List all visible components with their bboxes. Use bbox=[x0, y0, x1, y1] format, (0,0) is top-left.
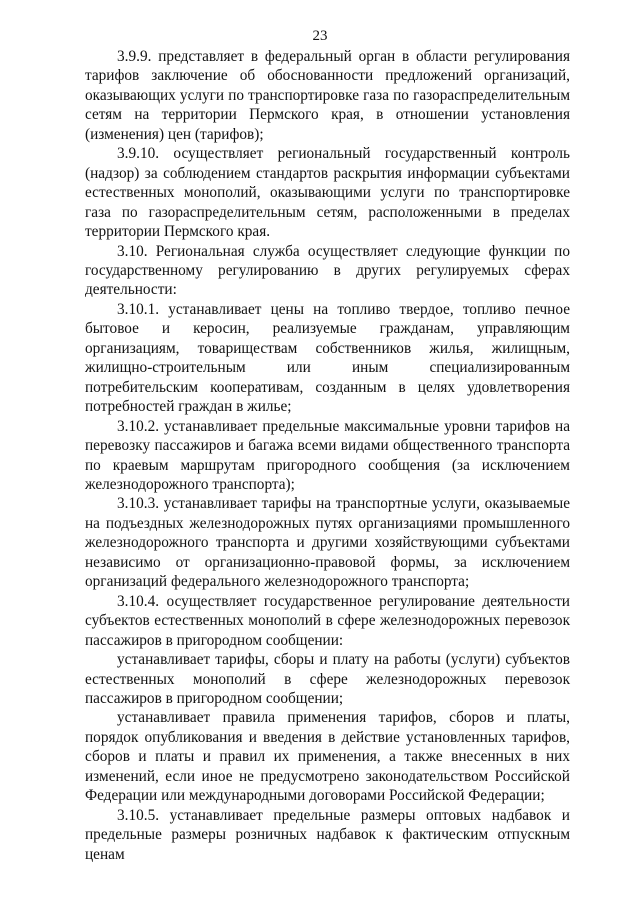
document-body bbox=[85, 47, 570, 864]
paragraph-3-10-5: 3.10.5. устанавливает предельные размеры оптовых надбавок и предельные размеры розничных надбавок к фактическим отпускным ценам bbox=[85, 806, 570, 863]
page-number: 23 bbox=[312, 28, 328, 44]
paragraph-3-10-1: 3.10.1. устанавливает цены на топливо твердое, топливо печное бытовое и керосин, реализуемые гражданам, управляющим организациям, товариществам собственников жилья, жилищным, жилищно-строительным или иным специализированным потребительским кооперативам, созданным в целях удовлетворения потребностей граждан в жилье; bbox=[85, 300, 570, 416]
paragraph-tariffs-subitem: устанавливает тарифы, сборы и плату на работы (услуги) субъектов естественных монополий в сфере железнодорожных перевозок пассажиров в пригородном сообщении; bbox=[85, 651, 570, 707]
paragraph-3-10-4: 3.10.4. осуществляет государственное регулирование деятельности субъектов естественных монополий в сфере железнодорожных перевозок пассажиров в пригородном сообщении: bbox=[85, 592, 570, 649]
paragraph-3-9-10: 3.9.10. осуществляет региональный государственный контроль (надзор) за соблюдением стандартов раскрытия информации субъектами естественных монополий, оказывающими услуги по транспортировке газа по газораспределительным сетям, расположенными в пределах территории Пермского края. bbox=[85, 145, 570, 241]
paragraph-3-10-3: 3.10.3. устанавливает тарифы на транспортные услуги, оказываемые на подъездных железнодорожных путях организациями промышленного железнодорожного транспорта и другими хозяйствующими субъектами независимо от организационно-правовой формы, за исключением организаций федерального железнодорожного транспорта; bbox=[85, 495, 570, 591]
paragraph-rules-subitem: устанавливает правила применения тарифов, сборов и платы, порядок опубликования и введения в действие установленных тарифов, сборов и платы и правил их применения, а также внесенных в них изменений, если иное не предусмотрено законодательством Российской Федерации или международными договорами Российской Федерации; bbox=[85, 709, 570, 805]
paragraph-3-10: 3.10. Региональная служба осуществляет следующие функции по государственному регулированию в других регулируемых сферах деятельности: bbox=[85, 242, 570, 299]
paragraph-3-9-9: 3.9.9. представляет в федеральный орган в области регулирования тарифов заключение об обоснованности предложений организаций, оказывающих услуги по транспортировке газа по газораспределительным сетям на территории Пермского края, в отношении установления (изменения) цен (тарифов); bbox=[85, 48, 570, 143]
paragraph-3-10-2: 3.10.2. устанавливает предельные максимальные уровни тарифов на перевозку пассажиров и багажа всеми видами общественного транспорта по краевым маршрутам пригородного сообщения (за исключением железнодорожного транспорта); bbox=[85, 417, 570, 493]
